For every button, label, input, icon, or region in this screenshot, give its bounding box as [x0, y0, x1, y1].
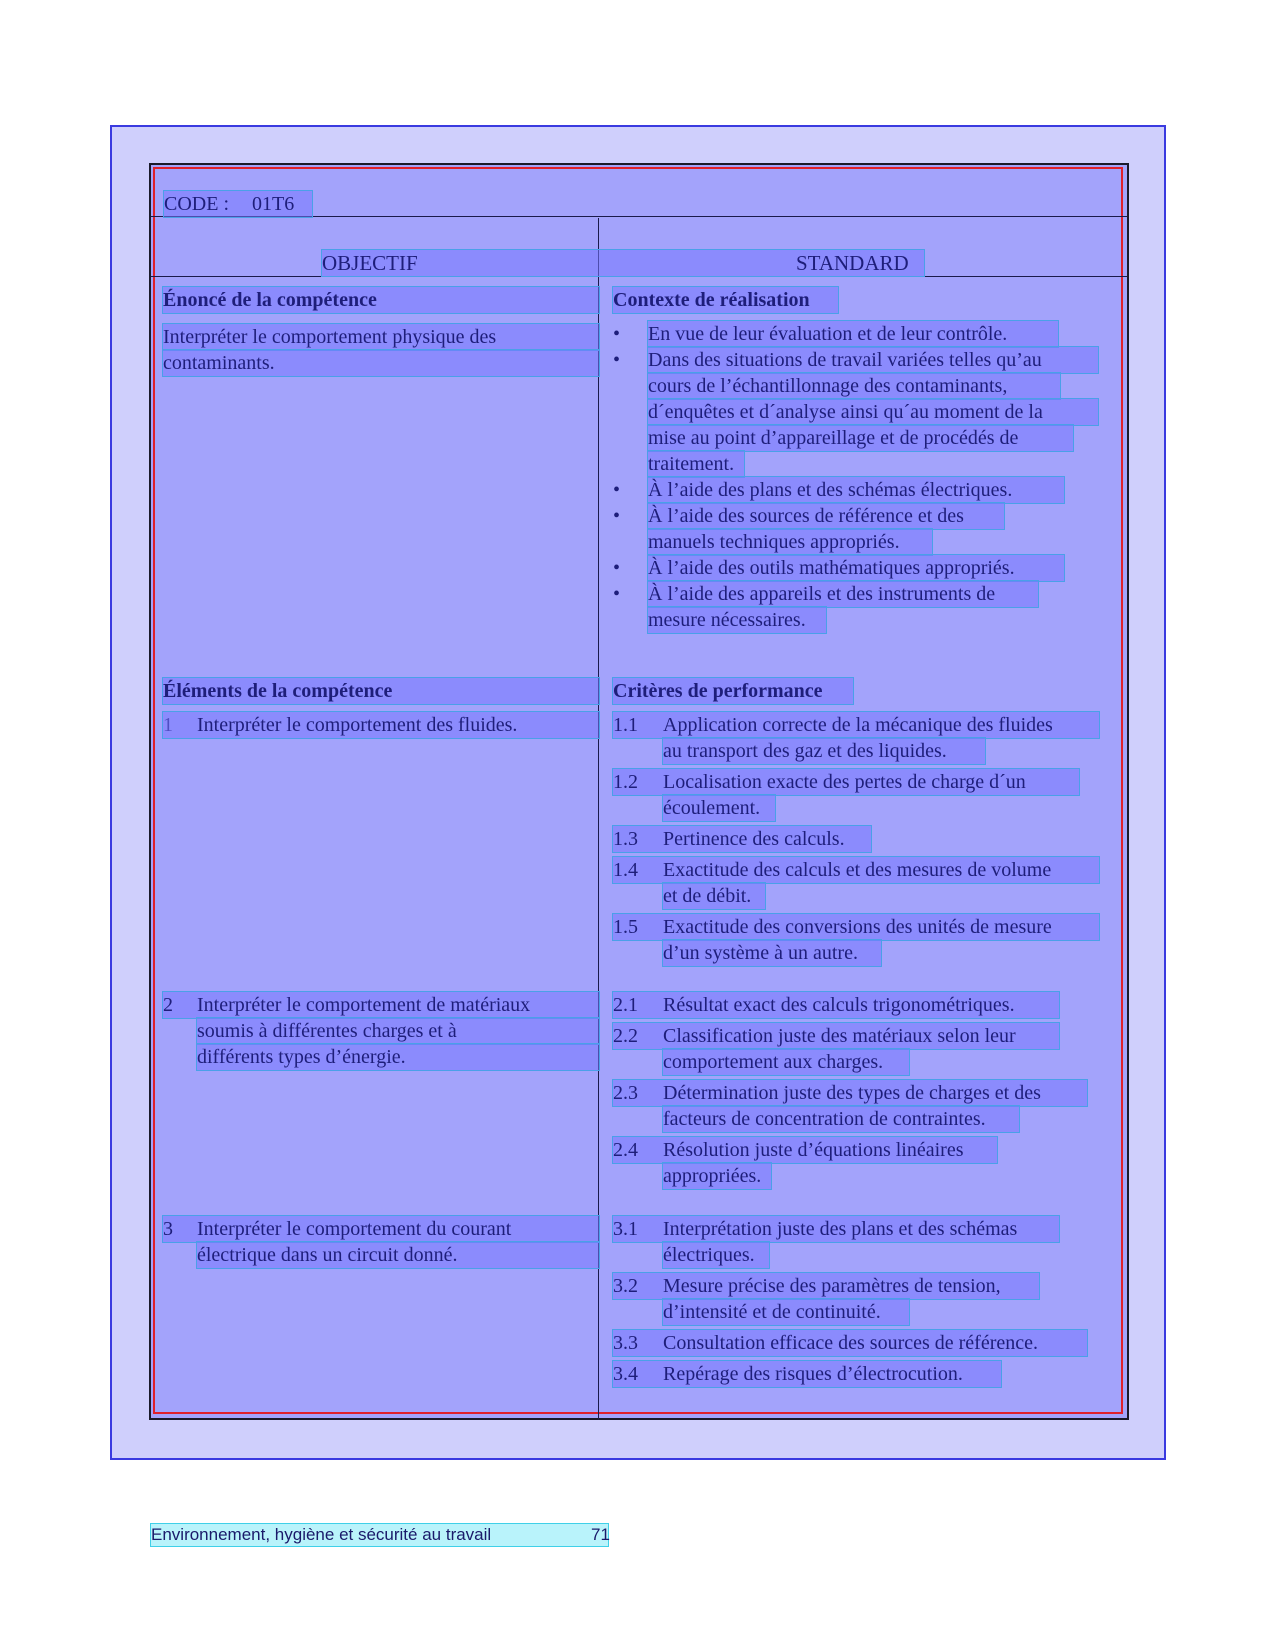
critere-number: 1.1	[613, 714, 638, 736]
contexte-heading: Contexte de réalisation	[613, 287, 838, 313]
critere-line: Interprétation juste des plans et des schémas	[663, 1218, 1018, 1240]
critere-row	[613, 1330, 1087, 1356]
critere-row	[613, 826, 871, 852]
critere-line: Pertinence des calculs.	[663, 828, 845, 850]
bullet-line: À l’aide des outils mathématiques appropriés.	[648, 555, 1064, 581]
critere-line: appropriées.	[663, 1163, 771, 1189]
element-line: différents types d’énergie.	[197, 1044, 599, 1070]
bullet-marker: •	[613, 505, 621, 527]
code-value: 01T6	[252, 193, 295, 215]
bullet-line: traitement.	[648, 451, 744, 477]
header-objectif: OBJECTIF	[322, 251, 418, 275]
critere-line: Résolution juste d’équations linéaires	[663, 1139, 964, 1161]
critere-row	[613, 857, 1099, 883]
critere-number: 3.2	[613, 1275, 638, 1297]
critere-line: Consultation efficace des sources de référence.	[663, 1332, 1039, 1354]
bullet-line: À l’aide des appareils et des instruments de	[648, 581, 1038, 607]
critere-number: 3.4	[613, 1363, 638, 1385]
critere-row	[613, 1080, 1087, 1106]
critere-line: écoulement.	[663, 795, 775, 821]
page-number: 71	[591, 1525, 610, 1544]
critere-line: comportement aux charges.	[663, 1049, 909, 1075]
critere-number: 2.2	[613, 1025, 638, 1047]
bullet-line: En vue de leur évaluation et de leur contrôle.	[648, 321, 1058, 347]
critere-line: Exactitude des conversions des unités de mesure	[663, 916, 1052, 938]
critere-number: 2.3	[613, 1082, 638, 1104]
header-standard: STANDARD	[796, 251, 909, 275]
element-line: électrique dans un circuit donné.	[197, 1242, 599, 1268]
code-line	[164, 191, 312, 217]
critere-row	[613, 914, 1099, 940]
bullet-line: Dans des situations de travail variées telles qu’au	[648, 347, 1098, 373]
code-label: CODE :	[164, 193, 229, 215]
critere-line: électriques.	[663, 1242, 769, 1268]
enonce-line: Interpréter le comportement physique des	[163, 324, 599, 350]
element-number: 3	[163, 1218, 173, 1240]
critere-row	[613, 1273, 1039, 1299]
critere-row	[613, 1137, 997, 1163]
criteres-heading: Critères de performance	[613, 678, 853, 704]
element-line: Interpréter le comportement des fluides.	[197, 714, 518, 736]
critere-number: 2.4	[613, 1139, 638, 1161]
critere-row	[613, 712, 1099, 738]
bullet-line: d´enquêtes et d´analyse ainsi qu´au moment de la	[648, 399, 1098, 425]
critere-line: d’un système à un autre.	[663, 940, 881, 966]
critere-number: 1.5	[613, 916, 638, 938]
critere-row	[613, 1023, 1059, 1049]
element-text	[163, 992, 599, 1018]
bullet-line: cours de l’échantillonnage des contaminants,	[648, 373, 1060, 399]
critere-number: 2.1	[613, 994, 638, 1016]
element-number: 2	[163, 994, 173, 1016]
bullet-marker: •	[613, 349, 621, 371]
bullet-line: mesure nécessaires.	[648, 607, 826, 633]
critere-line: et de débit.	[663, 883, 765, 909]
bullet-line: À l’aide des plans et des schémas électriques.	[648, 477, 1064, 503]
element-line: Interpréter le comportement du courant	[197, 1218, 512, 1240]
critere-line: au transport des gaz et des liquides.	[663, 738, 985, 764]
enonce-line: contaminants.	[163, 350, 599, 376]
elements-heading: Éléments de la compétence	[163, 678, 599, 704]
column-headers	[322, 250, 924, 276]
bullet-marker: •	[613, 583, 621, 605]
bullet-marker: •	[613, 557, 621, 579]
critere-number: 1.4	[613, 859, 638, 881]
critere-number: 1.2	[613, 771, 638, 793]
critere-line: Mesure précise des paramètres de tension,	[663, 1275, 1001, 1297]
critere-line: Classification juste des matériaux selon leur	[663, 1025, 1016, 1047]
critere-row	[613, 1216, 1059, 1242]
critere-line: Localisation exacte des pertes de charge d´un	[663, 771, 1026, 793]
page-footer	[151, 1524, 608, 1546]
bullet-line: manuels techniques appropriés.	[648, 529, 932, 555]
element-text	[163, 712, 599, 738]
critere-number: 3.1	[613, 1218, 638, 1240]
bullet-marker: •	[613, 479, 621, 501]
critere-row	[613, 769, 1079, 795]
bullet-line: mise au point d’appareillage et de procédés de	[648, 425, 1073, 451]
critere-row	[613, 992, 1059, 1018]
critere-number: 1.3	[613, 828, 638, 850]
element-line: Interpréter le comportement de matériaux	[197, 994, 531, 1016]
critere-line: d’intensité et de continuité.	[663, 1299, 909, 1325]
critere-line: Repérage des risques d’électrocution.	[663, 1363, 963, 1385]
footer-title: Environnement, hygiène et sécurité au travail	[151, 1525, 492, 1544]
critere-number: 3.3	[613, 1332, 638, 1354]
element-line: soumis à différentes charges et à	[197, 1018, 599, 1044]
bullet-line: À l’aide des sources de référence et des	[648, 503, 1004, 529]
critere-row	[613, 1361, 1001, 1387]
element-text	[163, 1216, 599, 1242]
critere-line: facteurs de concentration de contraintes.	[663, 1106, 1019, 1132]
table-divider-header	[151, 276, 1127, 277]
critere-line: Détermination juste des types de charges et des	[663, 1082, 1041, 1104]
bullet-marker: •	[613, 323, 621, 345]
critere-line: Résultat exact des calculs trigonométriques.	[663, 994, 1015, 1016]
enonce-heading: Énoncé de la compétence	[163, 287, 599, 313]
critere-line: Application correcte de la mécanique des fluides	[663, 714, 1053, 736]
critere-line: Exactitude des calculs et des mesures de volume	[663, 859, 1052, 881]
